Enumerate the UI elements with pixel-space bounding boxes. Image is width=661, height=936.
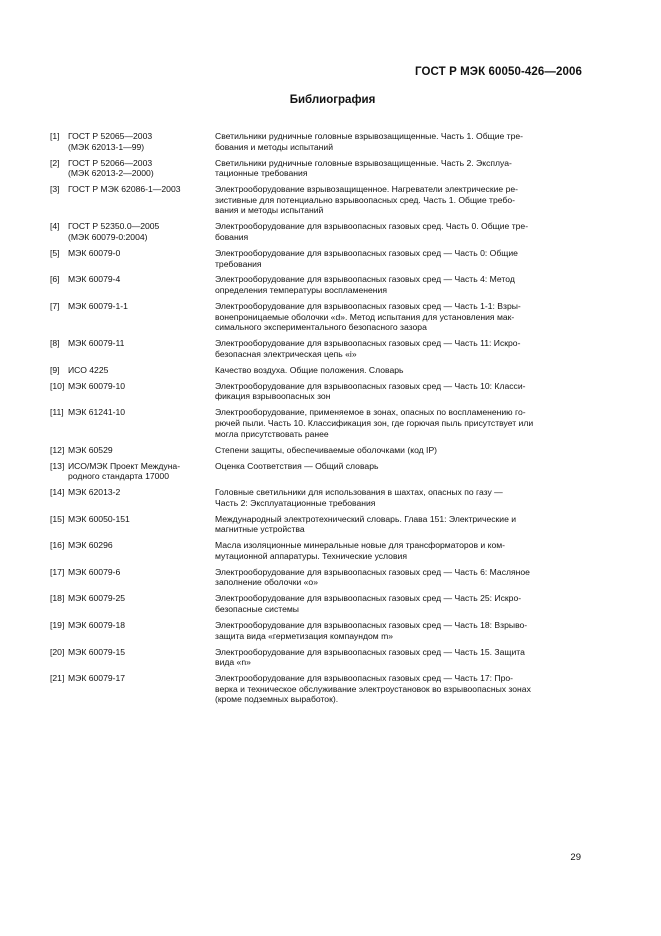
- entry-description: [214, 301, 582, 333]
- entry-description-line: Электрооборудование для взрывоопасных газовых сред — Часть 17: Про-: [215, 673, 514, 684]
- page-number: 29: [570, 852, 581, 863]
- entry-description: [214, 593, 582, 614]
- entry-source: [67, 248, 214, 269]
- entry-description-line: могла присутствовать ранее: [215, 428, 329, 439]
- entry-source-line: родного стандарта 17000: [68, 471, 169, 482]
- entry-source: [67, 301, 214, 333]
- document-header: ГОСТ Р МЭК 60050-426—2006: [415, 66, 582, 78]
- entry-description-line: Электрооборудование для взрывоопасных газовых сред — Часть 25: Искро-: [215, 593, 522, 604]
- entry-source-line: ГОСТ Р 52350.0—2005: [68, 221, 160, 232]
- entry-description-line: фикация взрывоопасных зон: [215, 391, 331, 402]
- entry-description-line: вонепроницаемые оболочки «d». Метод испытания для установления мак-: [215, 311, 515, 322]
- entry-description: [214, 461, 582, 482]
- entry-source-line: (МЭК 62013-1—99): [68, 141, 145, 152]
- entry-description: [214, 407, 582, 439]
- entry-source: [67, 445, 214, 456]
- entry-description-line: Электрооборудование для взрывоопасных газовых сред — Часть 11: Искро-: [215, 338, 521, 349]
- entry-number: [5]: [50, 247, 60, 258]
- entry-description: [214, 567, 582, 588]
- entry-description-line: Головные светильники для использования в шахтах, опасных по газу —: [215, 487, 503, 498]
- entry-description: [214, 381, 582, 402]
- entry-description-line: Электрооборудование, применяемое в зонах, опасных по воспламенению го-: [215, 407, 526, 418]
- entry-source: [67, 338, 214, 359]
- entry-description: [214, 514, 582, 535]
- entry-description: [214, 445, 582, 456]
- entry-description-line: определения температуры воспламенения: [215, 285, 388, 296]
- entry-description-line: Электрооборудование для взрывоопасных газовых сред — Часть 10: Класси-: [215, 380, 526, 391]
- entry-description-line: мутационной аппаратуры. Технические условия: [215, 550, 407, 561]
- entry-source: [67, 487, 214, 508]
- entry-description-line: магнитные устройства: [215, 524, 305, 535]
- entry-description-line: симального экспериментального безопасного зазора: [215, 322, 427, 333]
- bibliography-entry: [50, 274, 582, 295]
- entry-description: [214, 365, 582, 376]
- entry-number: [10]: [50, 380, 65, 391]
- entry-number: [13]: [50, 460, 65, 471]
- entry-description-line: вида «n»: [215, 657, 251, 668]
- bibliography-entry: [50, 461, 582, 482]
- entry-description-line: безопасные системы: [215, 604, 299, 615]
- bibliography-list: [50, 131, 582, 710]
- entry-source-line: ИСО 4225: [68, 364, 109, 375]
- bibliography-entry: [50, 131, 582, 152]
- entry-source-line: МЭК 60079-17: [68, 673, 126, 684]
- bibliography-entry: [50, 593, 582, 614]
- entry-number: [2]: [50, 157, 60, 168]
- entry-number: [19]: [50, 620, 65, 630]
- entry-source-line: ГОСТ Р МЭК 62086-1—2003: [68, 184, 181, 195]
- entry-description: [214, 131, 582, 152]
- entry-number: [16]: [50, 540, 65, 551]
- entry-description-line: требования: [215, 258, 262, 269]
- entry-number: [9]: [50, 364, 60, 375]
- entry-source-line: МЭК 60079-11: [68, 338, 125, 349]
- entry-description-line: Электрооборудование для взрывоопасных газовых сред — Часть 15. Защита: [215, 646, 525, 657]
- entry-source: [67, 221, 214, 242]
- entry-source: [67, 567, 214, 588]
- bibliography-entry: [50, 540, 582, 561]
- entry-source-line: МЭК 60529: [68, 444, 113, 455]
- entry-description-line: защита вида «герметизация компаундом m»: [215, 630, 394, 641]
- entry-source: [67, 407, 214, 439]
- entry-source-line: ГОСТ Р 52066—2003: [68, 157, 153, 168]
- entry-source: [67, 381, 214, 402]
- bibliography-entry: [50, 620, 582, 641]
- entry-number: [6]: [50, 274, 60, 285]
- entry-description-line: рючей пыли. Часть 10. Классификация зон, где горючая пыль присутствует или: [215, 417, 534, 428]
- bibliography-entry: [50, 381, 582, 402]
- bibliography-entry: [50, 158, 582, 179]
- bibliography-entry: [50, 673, 582, 705]
- entry-source-line: МЭК 60079-0: [68, 247, 121, 258]
- entry-description: [214, 487, 582, 508]
- entry-number: [8]: [50, 338, 60, 349]
- entry-source: [67, 274, 214, 295]
- entry-source: [67, 131, 214, 152]
- entry-description-line: Электрооборудование взрывозащищенное. Нагреватели электрические ре-: [215, 184, 518, 195]
- entry-source-line: МЭК 60079-25: [68, 593, 126, 604]
- entry-source: [67, 540, 214, 561]
- entry-description: [214, 184, 582, 216]
- entry-source: [67, 184, 214, 216]
- entry-description-line: вания и методы испытаний: [215, 205, 324, 216]
- entry-source-line: МЭК 60050-151: [68, 513, 130, 524]
- entry-description: [214, 274, 582, 295]
- bibliography-entry: [50, 221, 582, 242]
- entry-number: [3]: [50, 184, 60, 195]
- bibliography-entry: [50, 514, 582, 535]
- entry-source: [67, 461, 214, 482]
- entry-description: [214, 248, 582, 269]
- entry-description-line: тационные требования: [215, 168, 308, 179]
- bibliography-entry: [50, 487, 582, 508]
- entry-source-line: МЭК 60079-18: [68, 620, 126, 630]
- bibliography-entry: [50, 365, 582, 376]
- entry-description-line: Качество воздуха. Общие положения. Словарь: [215, 364, 404, 375]
- entry-source-line: (МЭК 60079-0:2004): [68, 231, 148, 242]
- entry-number: [14]: [50, 487, 65, 498]
- bibliography-entry: [50, 567, 582, 588]
- entry-description-line: Оценка Соответствия — Общий словарь: [215, 460, 379, 471]
- entry-number: [18]: [50, 593, 65, 604]
- entry-description: [214, 647, 582, 668]
- entry-number: [17]: [50, 566, 65, 577]
- bibliography-entry: [50, 445, 582, 456]
- entry-source: [67, 593, 214, 614]
- entry-source-line: МЭК 60296: [68, 540, 113, 551]
- entry-number: [21]: [50, 673, 65, 684]
- entry-source-line: МЭК 61241-10: [68, 407, 126, 418]
- entry-source: [67, 158, 214, 179]
- entry-source: [67, 365, 214, 376]
- entry-number: [20]: [50, 646, 65, 657]
- entry-source: [67, 514, 214, 535]
- entry-description: [214, 158, 582, 179]
- entry-description-line: Электрооборудование для взрывоопасных газовых сред — Часть 4: Метод: [215, 274, 515, 285]
- entry-source-line: МЭК 60079-6: [68, 566, 121, 577]
- entry-description-line: Электрооборудование для взрывоопасных газовых сред. Часть 0. Общие тре-: [215, 221, 529, 232]
- entry-source-line: (МЭК 62013-2—2000): [68, 168, 154, 179]
- bibliography-entry: [50, 248, 582, 269]
- entry-source: [67, 620, 214, 641]
- entry-number: [11]: [50, 407, 64, 418]
- bibliography-entry: [50, 338, 582, 359]
- entry-number: [12]: [50, 444, 65, 455]
- entry-description-line: Часть 2: Эксплуатационные требования: [215, 497, 376, 508]
- entry-source: [67, 647, 214, 668]
- entry-description-line: верка и техническое обслуживание электроустановок во взрывоопасных зонах: [215, 683, 531, 694]
- entry-description-line: Степени защиты, обеспечиваемые оболочками (код IP): [215, 444, 438, 455]
- entry-description-line: Светильники рудничные головные взрывозащищенные. Часть 2. Эксплуа-: [215, 157, 512, 168]
- entry-description-line: бования и методы испытаний: [215, 141, 334, 152]
- entry-description-line: Масла изоляционные минеральные новые для трансформаторов и ком-: [215, 540, 506, 551]
- entry-number: [1]: [50, 131, 60, 141]
- entry-source-line: ИСО/МЭК Проект Междуна-: [68, 460, 181, 471]
- bibliography-entry: [50, 184, 582, 216]
- entry-description-line: зистивные для потенциально взрывоопасных сред. Часть 1. Общие требо-: [215, 194, 515, 205]
- entry-source-line: МЭК 60079-4: [68, 274, 121, 285]
- bibliography-entry: [50, 647, 582, 668]
- entry-description: [214, 620, 582, 641]
- entry-description-line: Электрооборудование для взрывоопасных газовых сред — Часть 1-1: Взры-: [215, 301, 521, 312]
- bibliography-entry: [50, 301, 582, 333]
- entry-number: [15]: [50, 513, 65, 524]
- entry-source-line: МЭК 62013-2: [68, 487, 121, 498]
- entry-description-line: Международный электротехнический словарь. Глава 151: Электрические и: [215, 513, 517, 524]
- entry-description-line: безопасная электрическая цепь «i»: [215, 348, 357, 359]
- entry-description-line: заполнение оболочки «о»: [215, 577, 318, 588]
- entry-description-line: Электрооборудование для взрывоопасных газовых сред — Часть 6: Масляное: [215, 566, 530, 577]
- entry-number: [4]: [50, 221, 60, 232]
- entry-description-line: Электрооборудование для взрывоопасных газовых сред — Часть 18: Взрыво-: [215, 620, 528, 630]
- entry-description-line: Электрооборудование для взрывоопасных газовых сред — Часть 0: Общие: [215, 247, 518, 258]
- entry-number: [7]: [50, 301, 60, 312]
- entry-description-line: Светильники рудничные головные взрывозащищенные. Часть 1. Общие тре-: [215, 131, 524, 141]
- entry-source-line: МЭК 60079-1-1: [68, 301, 128, 312]
- bibliography-entry: [50, 407, 582, 439]
- entry-description: [214, 673, 582, 705]
- entry-source: [67, 673, 214, 705]
- entry-description-line: бования: [215, 231, 249, 242]
- entry-description-line: (кроме подземных выработок).: [215, 694, 339, 705]
- page-title: Библиография: [289, 94, 376, 106]
- entry-description: [214, 221, 582, 242]
- entry-source-line: ГОСТ Р 52065—2003: [68, 131, 153, 141]
- entry-source-line: МЭК 60079-15: [68, 646, 126, 657]
- entry-description: [214, 540, 582, 561]
- entry-description: [214, 338, 582, 359]
- entry-source-line: МЭК 60079-10: [68, 380, 126, 391]
